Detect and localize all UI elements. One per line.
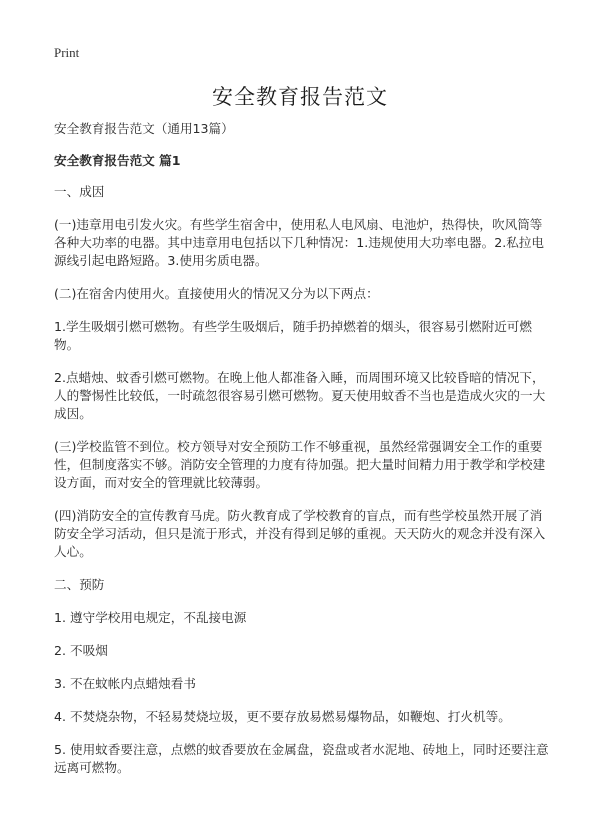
section-heading-causes: 一、成因	[54, 184, 105, 199]
document-body	[54, 120, 550, 792]
list-item: 2. 不吸烟	[54, 643, 108, 658]
list-item: 5. 使用蚊香要注意，点燃的蚊香要放在金属盘，瓷盘或者水泥地、砖地上，同时还要注意远离可燃物。	[54, 742, 549, 775]
print-link[interactable]: Print	[54, 45, 80, 60]
paragraph-electricity: (一)违章用电引发火灾。有些学生宿舍中，使用私人电风扇、电池炉，热得快，吹风筒等各种大功率的电器。其中违章用电包括以下几种情况：1.违规使用大功率电器。2.私拉电源线引起电路短路。3.使用劣质电器。	[54, 217, 545, 268]
section-heading-prevention: 二、预防	[54, 577, 105, 592]
paragraph-supervision: (三)学校监管不到位。校方领导对安全预防工作不够重视，虽然经常强调安全工作的重要性，但制度落实不够。消防安全管理的力度有待加强。把大量时间精力用于教学和学校建设方面，而对安全的管理就比较薄弱。	[54, 439, 546, 490]
page-title: 安全教育报告范文	[212, 85, 388, 109]
paragraph-candles: 2.点蜡烛、蚊香引燃可燃物。在晚上他人都准备入睡，而周围环境又比较昏暗的情况下，人的警惕性比较低，一时疏忽很容易引燃可燃物。夏天使用蚊香不当也是造成火灾的一大成因。	[54, 370, 546, 421]
document-subtitle: 安全教育报告范文（通用13篇）	[54, 121, 234, 136]
article-heading: 安全教育报告范文 篇1	[54, 153, 181, 168]
paragraph-smoking: 1.学生吸烟引燃可燃物。有些学生吸烟后，随手扔掉燃着的烟头，很容易引燃附近可燃物。	[54, 319, 532, 352]
list-item: 4. 不焚烧杂物，不轻易焚烧垃圾，更不要存放易燃易爆物品，如鞭炮、打火机等。	[54, 709, 511, 724]
paragraph-fire-use: (二)在宿舍内使用火。直接使用火的情况又分为以下两点：	[54, 286, 379, 301]
list-item: 3. 不在蚊帐内点蜡烛看书	[54, 676, 196, 691]
list-item: 1. 遵守学校用电规定，不乱接电源	[54, 610, 247, 625]
paragraph-education: (四)消防安全的宣传教育马虎。防火教育成了学校教育的盲点，而有些学校虽然开展了消防安全学习活动，但只是流于形式，并没有得到足够的重视。天天防火的观念并没有深入人心。	[54, 508, 546, 559]
